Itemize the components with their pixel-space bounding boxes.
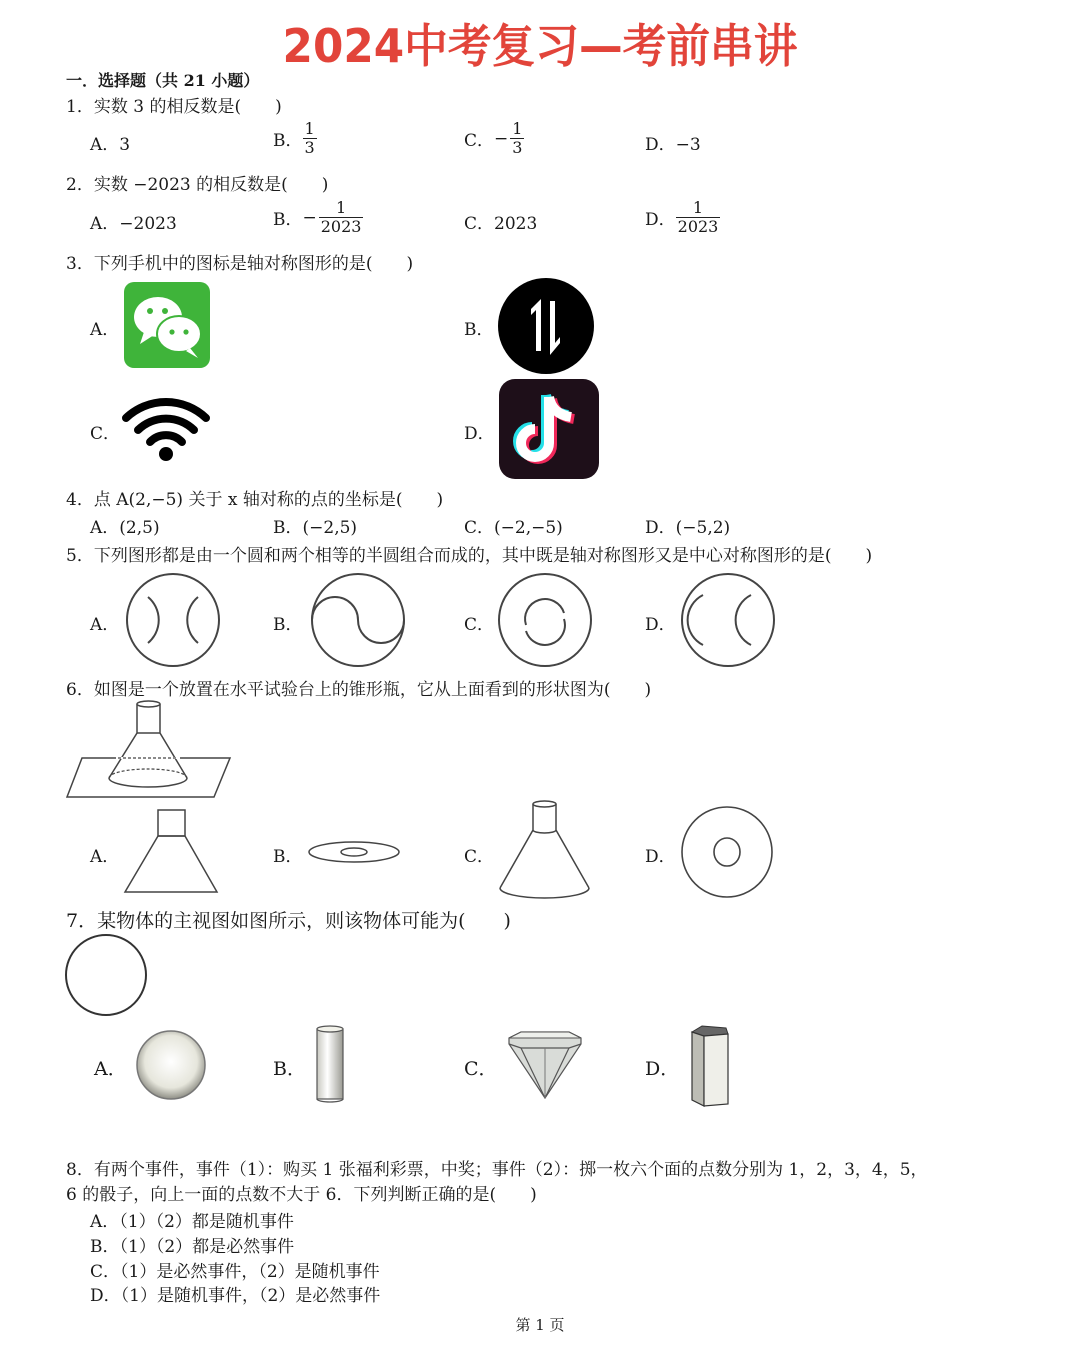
q5-option-b-label[interactable]: B． (273, 615, 303, 635)
page-number: 第 1 页 (515, 1316, 565, 1334)
q2-option-b[interactable]: B．− $\frac{1}{2023}$ (273, 198, 362, 236)
flask-on-table-figure (66, 700, 232, 800)
q3-option-d-label[interactable]: D． (464, 424, 495, 444)
q6-option-b-label[interactable]: B． (273, 847, 303, 867)
q8-option-c[interactable]: C．（1）是必然事件，（2）是随机事件 (90, 1262, 380, 1282)
q4-option-a[interactable]: A．(2,5) (90, 518, 160, 538)
question-8-stem-line1: 8．有两个事件，事件（1）：购买 1 张福利彩票，中奖；事件（2）：掷一枚六个面的点数分别为 1，2，3，4，5， (66, 1160, 928, 1180)
fraction: $\frac{1}{2023}$ (320, 198, 362, 236)
question-7-stem: 7．某物体的主视图如图所示，则该物体可能为( ) (66, 910, 511, 932)
circle-figure-d (681, 573, 775, 667)
fraction: $\frac{1}{3}$ (512, 119, 523, 157)
q1-option-d[interactable]: D．−3 (645, 135, 701, 155)
q8-option-a[interactable]: A．（1）（2）都是随机事件 (90, 1212, 294, 1232)
question-1-stem: 1．实数 3 的相反数是( ) (66, 97, 282, 117)
circle-figure-b (311, 573, 405, 667)
flask-front-view-c (496, 800, 594, 902)
q1-option-c[interactable]: C．− $\frac{1}{3}$ (464, 119, 523, 157)
cylinder-icon (313, 1025, 347, 1103)
tiktok-icon (499, 379, 599, 479)
q6-option-a-label[interactable]: A． (90, 847, 120, 867)
wechat-icon (124, 282, 210, 368)
q2-option-d[interactable]: D． $\frac{1}{2023}$ (645, 198, 719, 236)
q8-option-b[interactable]: B．（1）（2）都是必然事件 (90, 1237, 295, 1257)
front-view-circle-figure (64, 934, 148, 1018)
q3-option-b-label[interactable]: B． (464, 320, 494, 340)
wifi-icon (122, 396, 210, 462)
pentagonal-prism-icon (688, 1024, 732, 1108)
up-down-arrows-icon (497, 277, 595, 375)
q4-option-d[interactable]: D．(−5,2) (645, 518, 731, 538)
q5-option-a-label[interactable]: A． (90, 615, 120, 635)
q3-option-a-label[interactable]: A． (90, 320, 120, 340)
q8-option-d[interactable]: D．（1）是随机事件，（2）是必然事件 (90, 1286, 381, 1306)
q1-option-b[interactable]: B． $\frac{1}{3}$ (273, 119, 315, 157)
q7-option-c-label[interactable]: C． (464, 1058, 498, 1080)
circle-figure-c (498, 573, 592, 667)
fraction: $\frac{1}{3}$ (304, 119, 315, 157)
sphere-icon (135, 1029, 207, 1101)
question-6-stem: 6．如图是一个放置在水平试验台上的锥形瓶，它从上面看到的形状图为( ) (66, 680, 652, 700)
q6-option-d-label[interactable]: D． (645, 847, 676, 867)
q4-option-b[interactable]: B．(−2,5) (273, 518, 358, 538)
q1-option-a[interactable]: A．3 (90, 135, 131, 155)
q7-option-d-label[interactable]: D． (645, 1058, 680, 1080)
question-3-stem: 3．下列手机中的图标是轴对称图形的是( ) (66, 254, 414, 274)
flask-front-view-a (123, 808, 219, 894)
q6-option-c-label[interactable]: C． (464, 847, 495, 867)
circle-figure-a (126, 573, 220, 667)
flat-rings-b (307, 840, 401, 866)
q3-option-c-label[interactable]: C． (90, 424, 121, 444)
q4-option-c[interactable]: C．(−2,−5) (464, 518, 563, 538)
q7-option-a-label[interactable]: A． (94, 1058, 127, 1080)
q2-option-c[interactable]: C．2023 (464, 214, 538, 234)
page-title: 2024中考复习—考前串讲 (282, 19, 798, 73)
q7-option-b-label[interactable]: B． (273, 1058, 306, 1080)
diamond-icon (505, 1030, 585, 1100)
question-8-stem-line2: 6 的骰子，向上一面的点数不大于 6．下列判断正确的是( ) (66, 1185, 537, 1205)
question-5-stem: 5．下列图形都是由一个圆和两个相等的半圆组合而成的，其中既是轴对称图形又是中心对称图形的是( ) (66, 546, 873, 566)
q2-option-a[interactable]: A．−2023 (90, 214, 177, 234)
question-4-stem: 4．点 A(2,−5) 关于 x 轴对称的点的坐标是( ) (66, 490, 444, 510)
concentric-circles-d (680, 805, 774, 899)
question-2-stem: 2．实数 −2023 的相反数是( ) (66, 175, 329, 195)
q5-option-c-label[interactable]: C． (464, 615, 495, 635)
fraction: $\frac{1}{2023}$ (677, 198, 719, 236)
q5-option-d-label[interactable]: D． (645, 615, 676, 635)
section-heading: 一．选择题（共 21 小题） (66, 71, 260, 90)
